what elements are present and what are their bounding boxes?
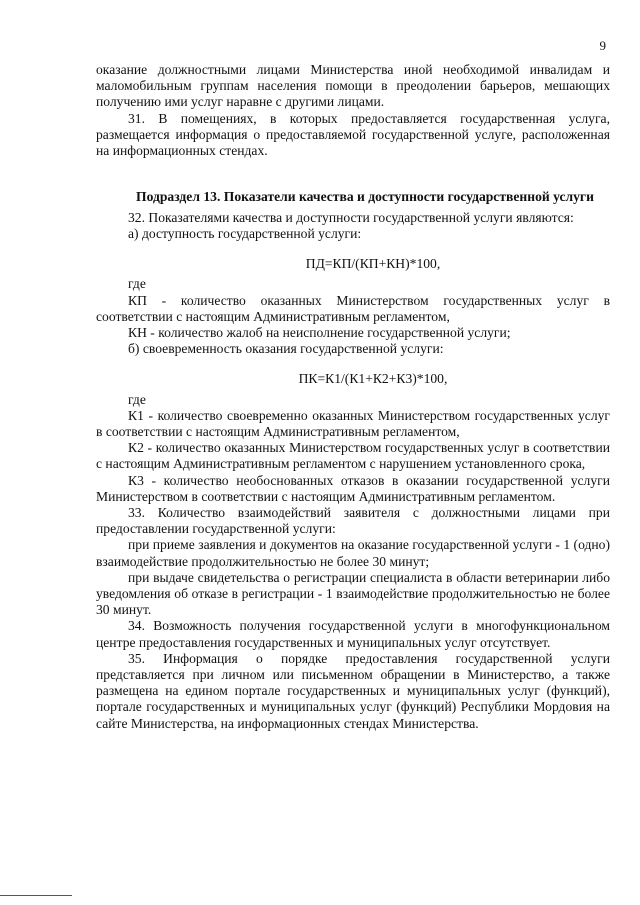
- document-body: [96, 62, 610, 732]
- section-gap: [96, 159, 610, 189]
- item-b: б) своевременность оказания государственной услуги:: [128, 341, 444, 357]
- definition-kp: КП - количество оказанных Министерством государственных услуг в соответствии с настоящим Административным регламентом,: [96, 292, 610, 324]
- page-number: 9: [599, 38, 606, 53]
- paragraph-33-issuance: при выдаче свидетельства о регистрации специалиста в области ветеринарии либо уведомления об отказе в регистрации - 1 взаимодействие продолжительностью не более 30 минут.: [96, 569, 610, 618]
- paragraph-35: 35. Информация о порядке предоставления государственной услуги представляется при личном или письменном обращении в Министерство, а также размещена на едином портале государственных и муниципальных услуг (функций), портале государственных и муниципальных услуг (функций) Республики Мордовия на сайте Министерства, на информационных стендах Министерства.: [96, 650, 610, 731]
- where-label: где: [128, 391, 146, 407]
- paragraph-continuation: оказание должностными лицами Министерства иной необходимой инвалидам и маломобильным группам населения помощи в преодолении барьеров, мешающих получению ими услуг наравне с другими лицами.: [96, 62, 610, 110]
- definition-k1: К1 - количество своевременно оказанных Министерством государственных услуг в соответствии с настоящим Административным регламентом,: [96, 407, 610, 439]
- definition-kn: КН - количество жалоб на неисполнение государственной услуги;: [128, 324, 511, 340]
- paragraph-31: 31. В помещениях, в которых предоставляется государственная услуга, размещается информация о предоставляемой государственной услуге, расположенная на информационных стендах.: [96, 110, 610, 159]
- definition-k2: К2 - количество оказанных Министерством государственных услуг в соответствии с настоящим Административным регламентом с нарушением установленного срока,: [96, 440, 610, 472]
- paragraph-33-reception: при приеме заявления и документов на оказание государственной услуги - 1 (одно) взаимодействие продолжительностью не более 30 минут;: [96, 537, 610, 569]
- paragraph-32: 32. Показателями качества и доступности государственной услуги являются:: [128, 209, 574, 225]
- formula-pd: ПД=КП/(КП+КН)*100,: [305, 256, 441, 272]
- paragraph-33: 33. Количество взаимодействий заявителя с должностными лицами при предоставлении государственной услуги:: [96, 504, 610, 537]
- formula-pk: ПК=К1/(К1+К2+К3)*100,: [298, 371, 448, 387]
- where-label: где: [128, 276, 146, 292]
- subsection-heading: Подраздел 13. Показатели качества и доступности государственной услуги: [136, 189, 594, 205]
- paragraph-34: 34. Возможность получения государственной услуги в многофункциональном центре предоставления государственных и муниципальных услуг отсутствует.: [96, 618, 610, 650]
- item-a: а) доступность государственной услуги:: [128, 225, 362, 241]
- definition-k3: К3 - количество необоснованных отказов в оказании государственной услуги Министерством в соответствии с настоящим Административным регламентом.: [96, 472, 610, 504]
- footnote-rule: [0, 895, 72, 896]
